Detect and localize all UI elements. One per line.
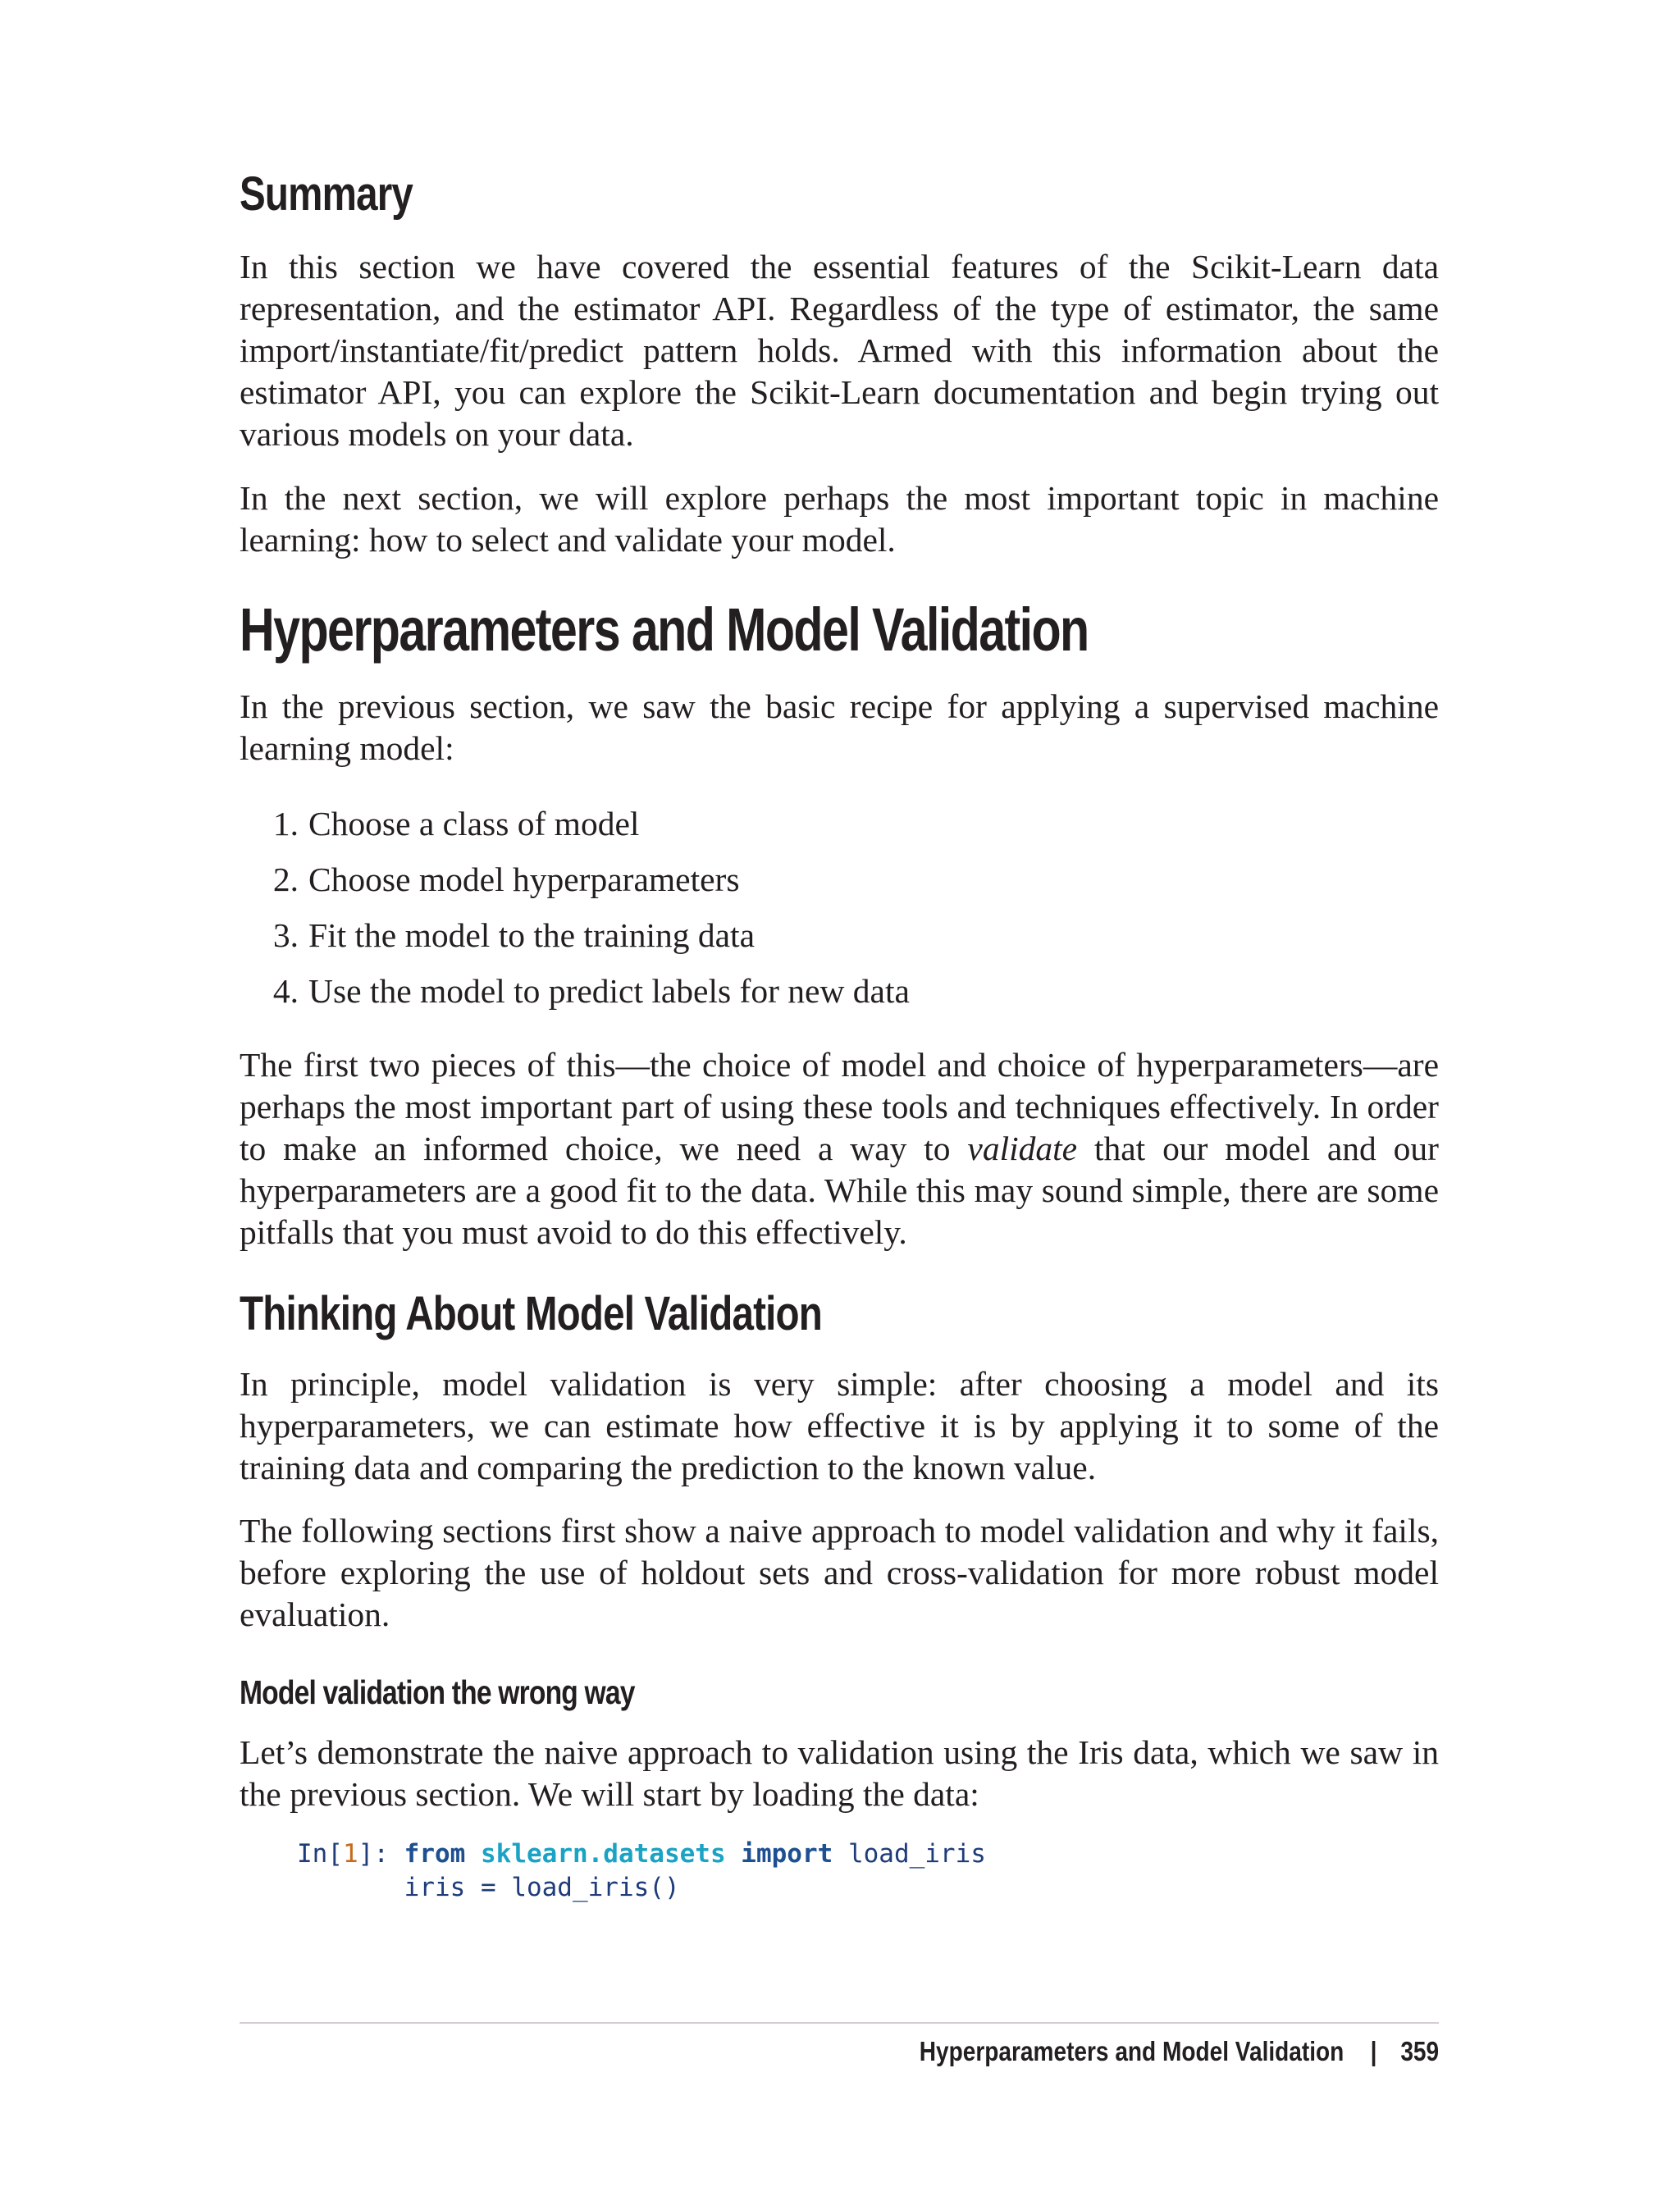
page-number: 359 [1400,2036,1439,2066]
footer-divider [240,2022,1439,2024]
validate-emphasis: validate [967,1130,1078,1167]
list-item: 3. Fit the model to the training data [272,916,755,954]
footer-separator: | [1370,2036,1377,2066]
list-item: 2. Choose model hyperparameters [272,861,740,898]
summary-paragraph-2: In the next section, we will explore perhaps the most important topic in machine learning: how to select and validate your model. [240,479,1439,559]
recipe-steps-list [240,803,910,1026]
choice-paragraph: The first two pieces of this—the choice of model and choice of hyperparameters—are perhaps the most important part of using these tools and techniques effectively. In order to make an informed choice, we need a way to validate that our model and our hyperparameters are a good fit to the data. While this may sound simple, there are some pitfalls that you must avoid to do this effectively. [240,1046,1439,1251]
chapter-intro: In the previous section, we saw the basic recipe for applying a supervised machine learning model: [240,687,1439,767]
list-item: 4. Use the model to predict labels for new data [272,972,910,1010]
summary-heading: Summary [240,167,413,221]
summary-paragraph-1: In this section we have covered the essential features of the Scikit-Learn data representation, and the estimator API. Regardless of the type of estimator, the same import/instantiate/fit/predict pattern holds. Armed with this information about the estimator API, you can explore the Scikit-Learn documentation and begin trying out various models on your data. [240,248,1439,453]
page-footer [920,2036,1439,2067]
footer-section-title: Hyperparameters and Model Validation [919,2036,1344,2066]
thinking-paragraph-1: In principle, model validation is very simple: after choosing a model and its hyperparameters, we can estimate how effective it is by applying it to some of the training data and comparing the prediction to the known value. [240,1365,1439,1486]
thinking-paragraph-2: The following sections first show a naive approach to model validation and why it fails, before exploring the use of holdout sets and cross-validation for more robust model evaluation. [240,1512,1439,1633]
wrong-way-paragraph: Let’s demonstrate the naive approach to validation using the Iris data, which we saw in the previous section. We will start by loading the data: [240,1733,1439,1813]
chapter-heading: Hyperparameters and Model Validation [240,596,1089,664]
list-item: 1. Choose a class of model [272,805,640,842]
code-block: In[1]: from sklearn.datasets import load_iris iris = load_iris() [297,1839,986,1902]
thinking-heading: Thinking About Model Validation [240,1287,822,1340]
wrong-way-heading: Model validation the wrong way [240,1673,635,1711]
